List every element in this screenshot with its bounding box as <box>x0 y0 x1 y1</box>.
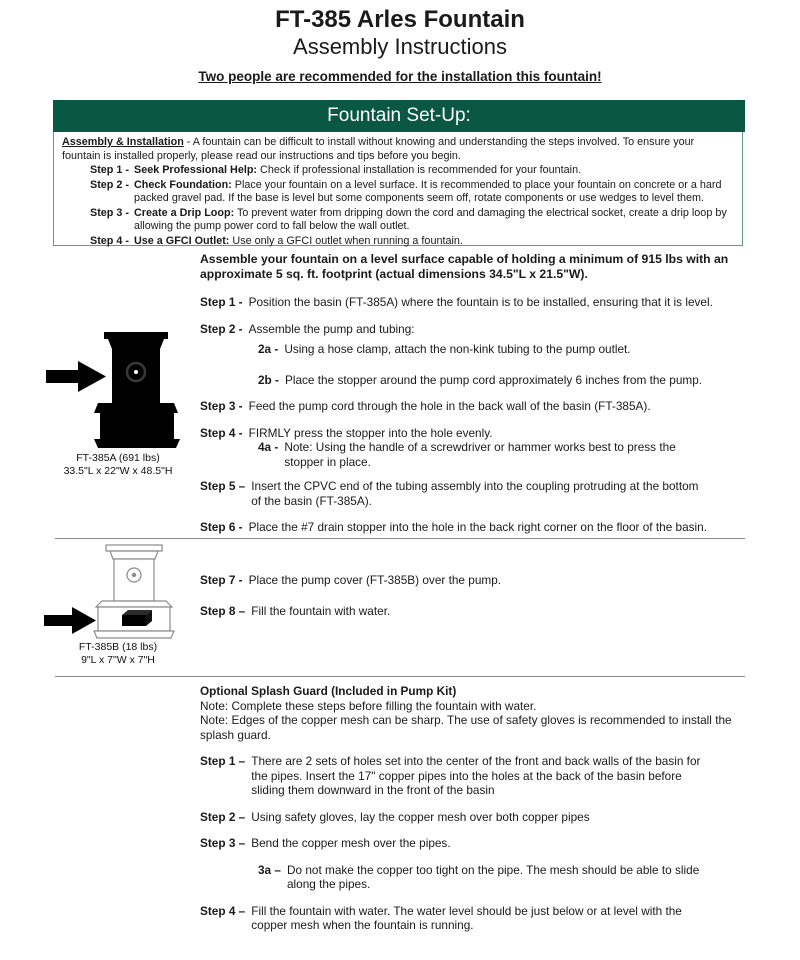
page-title: FT-385 Arles Fountain <box>275 6 525 33</box>
splash-guard-note-2: Note: Edges of the copper mesh can be sharp. The use of safety gloves is recommended to install the splash guard. <box>200 713 732 742</box>
splash-step-1: Step 1 – There are 2 sets of holes set into the center of the front and back walls of the basin for the pipes. Insert the 17" copper pipes into the holes at the back of the basin before sliding them downward in the front of the basin <box>200 754 701 797</box>
assembly-installation-text: - A fountain can be difficult to install without knowing and understanding the steps involved. To ensure your fountain is installed properly, please read our instructions and tips before you begin. <box>62 136 695 162</box>
assembly-step-2: Step 2 - Assemble the pump and tubing: <box>200 321 415 336</box>
setup-step-1-label: Step 1 - <box>90 164 129 176</box>
assembly-step-5: Step 5 – Insert the CPVC end of the tubing assembly into the coupling protruding at the bottom of the basin (FT-385A). <box>200 479 699 508</box>
assembly-intro: Assemble your fountain on a level surface capable of holding a minimum of 915 lbs with an approximate 5 sq. ft. footprint (actual dimensions 34.5"L x 21.5"W). <box>200 252 729 281</box>
setup-step-3 <box>90 207 734 234</box>
ft385b-model-weight: FT-385B (18 lbs) <box>78 641 158 653</box>
assembly-step-6: Step 6 - Place the #7 drain stopper into the hole in the back right corner on the floor of the basin. <box>200 520 708 534</box>
splash-step-3: Step 3 – Bend the copper mesh over the pipes. <box>200 836 451 850</box>
splash-step-3a: 3a – Do not make the copper too tight on the pipe. The mesh should be able to slide along the pipes. <box>258 862 700 891</box>
fountain-setup-header: Fountain Set-Up: <box>53 100 745 132</box>
page-subtitle: Assembly Instructions <box>293 34 507 59</box>
section-divider <box>55 676 745 677</box>
assembly-steps-7-8 <box>200 573 748 618</box>
setup-step-2-label: Step 2 - <box>90 178 129 191</box>
figure-ft385a <box>38 328 198 478</box>
ft385b-dimensions: 9"L x 7"W x 7"H <box>81 654 155 666</box>
fountain-outline-image <box>38 543 198 641</box>
assembly-step-4a: 4a - Note: Using the handle of a screwdriver or hammer works best to press the stopper in place. <box>258 440 676 469</box>
arrow-icon <box>46 361 106 392</box>
splash-guard-heading: Optional Splash Guard (Included in Pump Kit) <box>200 684 457 698</box>
assembly-steps-section <box>200 252 748 535</box>
ft385a-dimensions: 33.5"L x 22"W x 48.5"H <box>63 465 173 477</box>
setup-step-4-text: Use a GFCI Outlet: Use only a GFCI outlet when running a fountain. <box>134 234 463 247</box>
splash-guard-note-1: Note: Complete these steps before filling the fountain with water. <box>200 698 537 713</box>
assembly-step-4: Step 4 - FIRMLY press the stopper into the hole evenly. <box>200 425 493 440</box>
setup-instructions-box <box>53 132 743 246</box>
setup-step-3-text: Create a Drip Loop: To prevent water from dripping down the cord and damaging the electrical socket, create a drip loop by allowing the pump power cord to fall below the wall outlet. <box>134 206 727 232</box>
assembly-installation-label: Assembly & Installation <box>62 136 184 148</box>
fountain-silhouette-image <box>38 328 198 452</box>
setup-step-2 <box>90 179 734 206</box>
assembly-installation-intro <box>62 136 734 163</box>
setup-step-2-text: Check Foundation: Place your fountain on a level surface. It is recommended to place your fountain on concrete or a hard packed gravel pad. If the base is level but some components seem off, rotate components or use wedges to level them. <box>134 178 722 204</box>
assembly-step-8: Step 8 – Fill the fountain with water. <box>200 603 391 618</box>
two-people-notice: Two people are recommended for the installation this fountain! <box>198 69 602 84</box>
setup-step-1-text: Seek Professional Help: Check if professional installation is recommended for your fountain. <box>134 164 582 176</box>
spout-hole <box>134 370 138 374</box>
splash-guard-section <box>200 684 748 933</box>
assembly-step-7: Step 7 - Place the pump cover (FT-385B) over the pump. <box>200 573 502 587</box>
arrow-icon <box>44 607 96 634</box>
setup-step-4-label: Step 4 - <box>90 234 129 247</box>
figure-ft385b-caption <box>38 641 198 667</box>
pump-cover-box <box>122 610 152 626</box>
assembly-step-2a: 2a - Using a hose clamp, attach the non-kink tubing to the pump outlet. <box>258 342 631 356</box>
section-divider <box>55 538 745 539</box>
fountain-front-silhouette <box>94 332 180 448</box>
assembly-step-3: Step 3 - Feed the pump cord through the hole in the back wall of the basin (FT-385A). <box>200 399 651 413</box>
setup-step-3-label: Step 3 - <box>90 206 129 219</box>
assembly-step-1: Step 1 - Position the basin (FT-385A) where the fountain is to be installed, ensuring that it is level. <box>200 295 713 309</box>
setup-step-1 <box>90 164 734 178</box>
figure-ft385b <box>38 543 198 667</box>
assembly-step-2b: 2b - Place the stopper around the pump cord approximately 6 inches from the pump. <box>258 372 703 387</box>
splash-step-4: Step 4 – Fill the fountain with water. The water level should be just below or at level with the copper mesh when the fountain is running. <box>200 903 682 932</box>
ft385a-model-weight: FT-385A (691 lbs) <box>76 452 160 464</box>
figure-ft385a-caption <box>38 452 198 478</box>
setup-step-4 <box>90 235 734 249</box>
splash-step-2: Step 2 – Using safety gloves, lay the copper mesh over both copper pipes <box>200 809 590 824</box>
